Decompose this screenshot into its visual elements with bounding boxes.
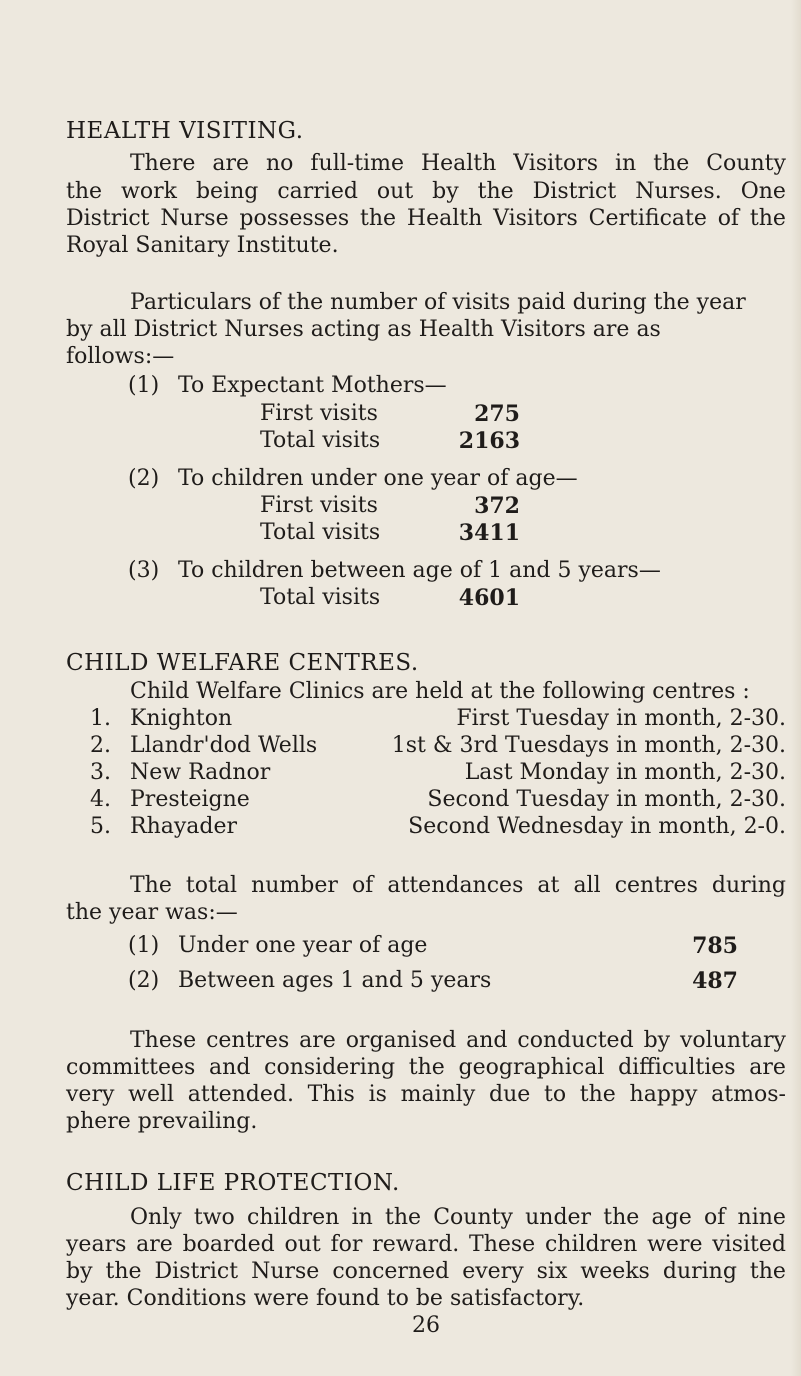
cw-centre5-place: Rhayader	[130, 814, 238, 839]
hv-item3-row1-value: 4601	[458, 585, 520, 611]
cw-centre1-number: 1.	[90, 706, 111, 731]
cw-closing-line4: phere prevailing.	[66, 1109, 258, 1134]
page-number: 26	[412, 1313, 440, 1338]
cl-para-line2: years are boarded out for reward. These children were visited	[66, 1232, 786, 1257]
cw-centre4-schedule: Second Tuesday in month, 2-30.	[427, 787, 786, 812]
hv-para1-line4: Royal Sanitary Institute.	[66, 233, 339, 258]
hv-item1-row1-value: 275	[474, 401, 520, 427]
hv-item2-row2-label: Total visits	[260, 520, 381, 545]
cw-attendance1-label: Under one year of age	[178, 933, 428, 958]
cw-centre3-place: New Radnor	[130, 760, 271, 785]
hv-item3-number: (3)	[128, 558, 160, 583]
cl-para-line4: year. Conditions were found to be satisfactory.	[66, 1286, 585, 1311]
hv-para1-line2: the work being carried out by the District Nurses. One	[66, 179, 786, 204]
hv-item2-title: To children under one year of age—	[178, 466, 578, 491]
cw-centre1-place: Knighton	[130, 706, 233, 731]
cw-attendance1-value: 785	[692, 933, 738, 959]
hv-para2-line3: follows:—	[66, 344, 175, 369]
cw-attendance-line2: the year was:—	[66, 900, 238, 925]
hv-item1-row2-label: Total visits	[260, 428, 381, 453]
heading-child-welfare-centres: CHILD WELFARE CENTRES.	[66, 650, 419, 676]
cw-centre4-number: 4.	[90, 787, 111, 812]
cw-centre3-schedule: Last Monday in month, 2-30.	[464, 760, 786, 785]
hv-item3-title: To children between age of 1 and 5 years—	[178, 558, 661, 583]
cw-centre2-place: Llandr'dod Wells	[130, 733, 318, 758]
cw-closing-line3: very well attended. This is mainly due to the happy atmos-	[66, 1082, 786, 1107]
cw-centre5-number: 5.	[90, 814, 111, 839]
hv-item2-row2-value: 3411	[458, 520, 520, 546]
heading-child-life-protection: CHILD LIFE PROTECTION.	[66, 1170, 400, 1196]
page-edge-shadow	[791, 0, 801, 1376]
cw-closing-line2: committees and considering the geographical difficulties are	[66, 1055, 786, 1080]
hv-para2-line1: Particulars of the number of visits paid during the year	[130, 290, 746, 315]
hv-item2-row1-label: First visits	[260, 493, 378, 518]
cw-attendance-line1: The total number of attendances at all centres during	[130, 873, 786, 898]
hv-item3-row1-label: Total visits	[260, 585, 381, 610]
cl-para-line1: Only two children in the County under the age of nine	[130, 1205, 786, 1230]
hv-item1-number: (1)	[128, 373, 160, 398]
cw-centre5-schedule: Second Wednesday in month, 2-0.	[408, 814, 786, 839]
hv-item2-number: (2)	[128, 466, 160, 491]
hv-item1-title: To Expectant Mothers—	[178, 373, 447, 398]
cw-centre3-number: 3.	[90, 760, 111, 785]
cw-centre4-place: Presteigne	[130, 787, 250, 812]
hv-para1-line1: There are no full-time Health Visitors in the County	[130, 151, 786, 176]
cw-attendance2-number: (2)	[128, 968, 160, 993]
cw-centre1-schedule: First Tuesday in month, 2-30.	[456, 706, 786, 731]
hv-para1-line3: District Nurse possesses the Health Visitors Certificate of the	[66, 206, 786, 231]
hv-item2-row1-value: 372	[474, 493, 520, 519]
cw-centre2-number: 2.	[90, 733, 111, 758]
cw-closing-line1: These centres are organised and conducted by voluntary	[130, 1028, 786, 1053]
cw-centre2-schedule: 1st & 3rd Tuesdays in month, 2-30.	[391, 733, 786, 758]
cw-attendance1-number: (1)	[128, 933, 160, 958]
cw-attendance2-value: 487	[692, 968, 738, 994]
hv-item1-row1-label: First visits	[260, 401, 378, 426]
hv-para2-line2: by all District Nurses acting as Health Visitors are as	[66, 317, 661, 342]
heading-health-visiting: HEALTH VISITING.	[66, 118, 304, 144]
hv-item1-row2-value: 2163	[458, 428, 520, 454]
cw-attendance2-label: Between ages 1 and 5 years	[178, 968, 492, 993]
cw-intro: Child Welfare Clinics are held at the following centres :	[130, 679, 750, 704]
cl-para-line3: by the District Nurse concerned every six weeks during the	[66, 1259, 786, 1284]
